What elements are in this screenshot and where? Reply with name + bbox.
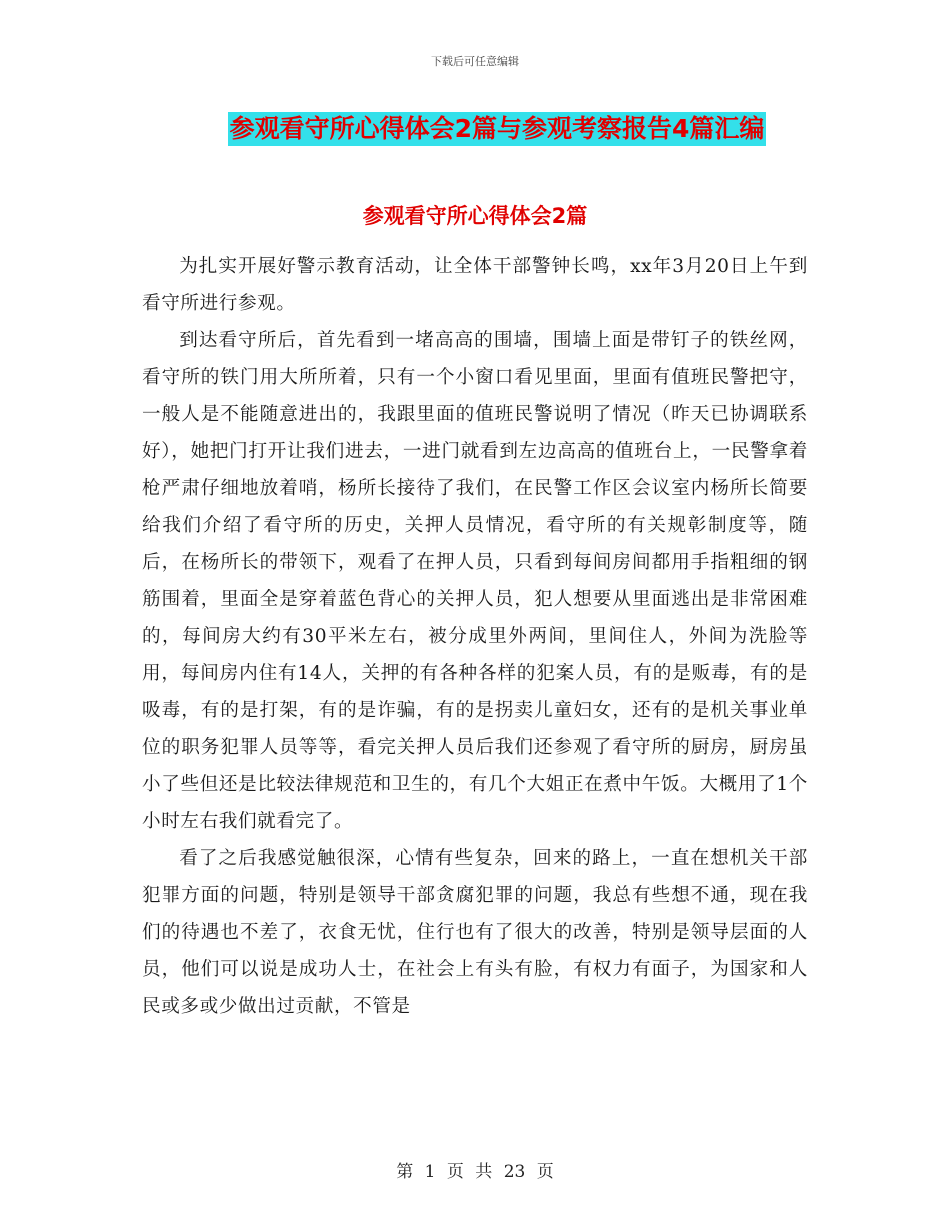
section-heading: 参观看守所心得体会2篇: [362, 204, 588, 228]
body-text: [142, 248, 808, 1025]
page-number-footer: 第 1 页 共 23 页: [396, 1162, 554, 1182]
paragraph: 看了之后我感觉触很深，心情有些复杂，回来的路上，一直在想机关干部犯罪方面的问题，特别是领导干部贪腐犯罪的问题，我总有些想不通，现在我们的待遇也不差了，衣食无忧，住行也有了很大的改善，特别是领导层面的人员，他们可以说是成功人士，在社会上有头有脸，有权力有面子，为国家和人民或多或少做出过贡献，不管是: [142, 848, 808, 1017]
document-title: 参观看守所心得体会2篇与参观考察报告4篇汇编: [228, 112, 767, 146]
page-header-note: 下载后可任意编辑: [431, 55, 519, 68]
paragraph: 为扎实开展好警示教育活动，让全体干部警钟长鸣，xx年3月20日上午到看守所进行参观。: [142, 256, 808, 314]
paragraph: 到达看守所后，首先看到一堵高高的围墙，围墙上面是带钉子的铁丝网，看守所的铁门用大所所着，只有一个小窗口看见里面，里面有值班民警把守，一般人是不能随意进出的，我跟里面的值班民警说明了情况（昨天已协调联系好），她把门打开让我们进去，一进门就看到左边高高的值班台上，一民警拿着枪严肃仔细地放着哨，杨所长接待了我们，在民警工作区会议室内杨所长简要给我们介绍了看守所的历史，关押人员情况，看守所的有关规彰制度等，随后，在杨所长的带领下，观看了在押人员，只看到每间房间都用手指粗细的钢筋围着，里面全是穿着蓝色背心的关押人员，犯人想要从里面逃出是非常困难的，每间房大约有30平米左右，被分成里外两间，里间住人，外间为洗脸等用，每间房内住有14人，关押的有各种各样的犯案人员，有的是贩毒，有的是吸毒，有的是打架，有的是诈骗，有的是拐卖儿童妇女，还有的是机关事业单位的职务犯罪人员等等，看完关押人员后我们还参观了看守所的厨房，厨房虽小了些但还是比较法律规范和卫生的，有几个大姐正在煮中午饭。大概用了1个小时左右我们就看完了。: [142, 330, 808, 832]
document-title-container: [0, 112, 950, 146]
